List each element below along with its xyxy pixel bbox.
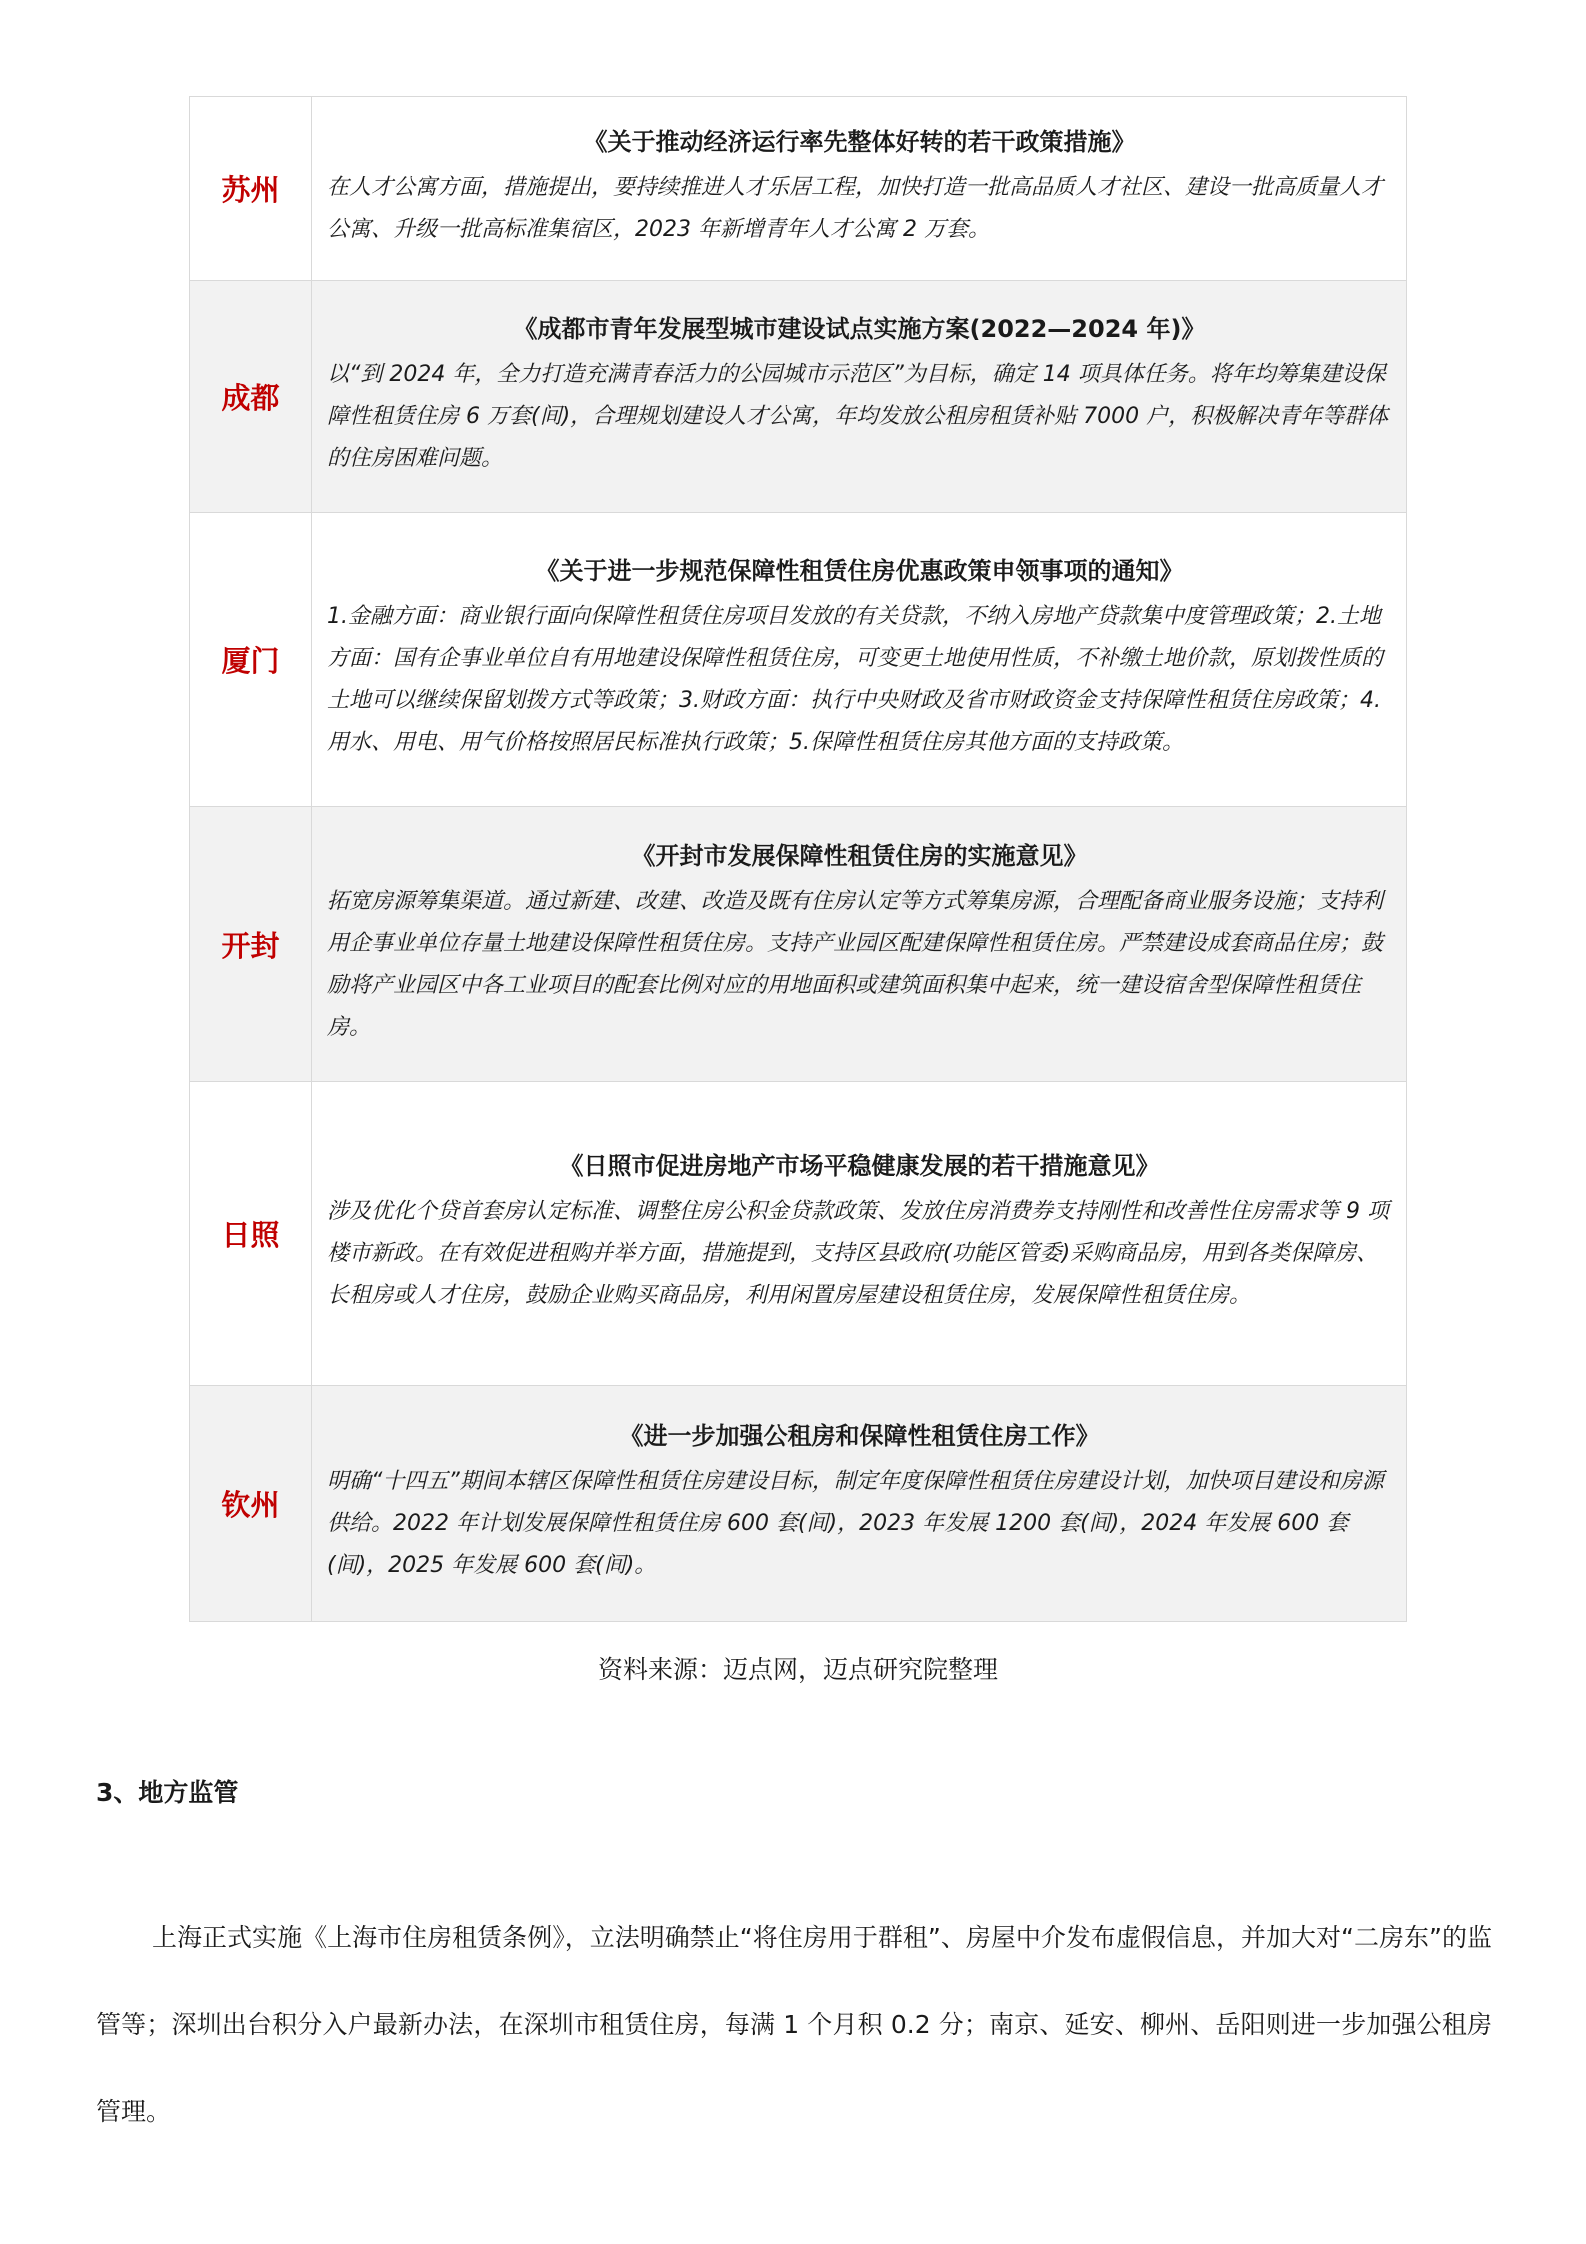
table-row <box>190 513 1407 807</box>
policy-description: 明确“十四五”期间本辖区保障性租赁住房建设目标，制定年度保障性租赁住房建设计划，加快项目建设和房源供给。2022 年计划发展保障性租赁住房 600 套(间)，2023 年发展 1200 套(间)，2024 年发展 600 套(间)，2025 年发展 600 套(间)。 <box>327 1469 1384 1578</box>
source-caption: 资料来源：迈点网，迈点研究院整理 <box>597 1655 998 1684</box>
policy-description: 以“到 2024 年，全力打造充满青春活力的公园城市示范区”为目标，确定 14 项具体任务。将年均筹集建设保障性租赁住房 6 万套(间)，合理规划建设人才公寓，年均发放公租房租赁补贴 7000 户，积极解决青年等群体的住房困难问题。 <box>327 362 1389 471</box>
city-rizhao: 日照 <box>190 1082 312 1386</box>
table-row <box>190 97 1407 281</box>
policy-description: 拓宽房源筹集渠道。通过新建、改建、改造及既有住房认定等方式筹集房源，合理配备商业服务设施；支持利用企事业单位存量土地建设保障性租赁住房。支持产业园区配建保障性租赁住房。严禁建设成套商品住房；鼓励将产业园区中各工业项目的配套比例对应的用地面积或建筑面积集中起来，统一建设宿舍型保障性租赁住房。 <box>327 888 1384 1040</box>
section-heading: 3、地方监管 <box>96 1778 239 1807</box>
policy-title: 《关于进一步规范保障性租赁住房优惠政策申领事项的通知》 <box>535 557 1184 585</box>
city-kaifeng: 开封 <box>190 807 312 1082</box>
policy-title: 《日照市促进房地产市场平稳健康发展的若干措施意见》 <box>559 1152 1160 1180</box>
policy-cell <box>312 97 1407 281</box>
policy-cell <box>312 513 1407 807</box>
table-row <box>190 281 1407 513</box>
table-row <box>190 807 1407 1082</box>
policy-cell <box>312 1386 1407 1622</box>
body-paragraph: 上海正式实施《上海市住房租赁条例》，立法明确禁止“将住房用于群租”、房屋中介发布虚假信息，并加大对“二房东”的监管等；深圳出台积分入户最新办法，在深圳市租赁住房，每满 1 个月积 0.2 分；南京、延安、柳州、岳阳则进一步加强公租房管理。 <box>96 1923 1492 2126</box>
policy-title: 《成都市青年发展型城市建设试点实施方案(2022—2024 年)》 <box>513 315 1206 343</box>
policy-table <box>189 96 1407 1622</box>
policy-title: 《关于推动经济运行率先整体好转的若干政策措施》 <box>583 128 1136 156</box>
city-xiamen: 厦门 <box>190 513 312 807</box>
policy-description: 在人才公寓方面，措施提出，要持续推进人才乐居工程，加快打造一批高品质人才社区、建设一批高质量人才公寓、升级一批高标准集宿区，2023 年新增青年人才公寓 2 万套。 <box>327 175 1384 242</box>
policy-title: 《开封市发展保障性租赁住房的实施意见》 <box>631 841 1088 870</box>
policy-cell <box>312 281 1407 513</box>
policy-description: 1.金融方面：商业银行面向保障性租赁住房项目发放的有关贷款，不纳入房地产贷款集中度管理政策；2.土地方面：国有企事业单位自有用地建设保障性租赁住房，可变更土地使用性质，不补缴土地价款，原划拨性质的土地可以继续保留划拨方式等政策；3.财政方面：执行中央财政及省市财政资金支持保障性租赁住房政策；4.用水、用电、用气价格按照居民标准执行政策；5.保障性租赁住房其他方面的支持政策。 <box>327 604 1384 755</box>
table-row <box>190 1082 1407 1386</box>
policy-description: 涉及优化个贷首套房认定标准、调整住房公积金贷款政策、发放住房消费券支持刚性和改善性住房需求等 9 项楼市新政。在有效促进租购并举方面，措施提到，支持区县政府(功能区管委)采购商品房，用到各类保障房、长租房或人才住房，鼓励企业购买商品房，利用闲置房屋建设租赁住房，发展保障性租赁住房。 <box>327 1199 1389 1308</box>
policy-title: 《进一步加强公租房和保障性租赁住房工作》 <box>619 1422 1100 1450</box>
table-row <box>190 1386 1407 1622</box>
city-chengdu: 成都 <box>190 281 312 513</box>
policy-cell <box>312 1082 1407 1386</box>
policy-cell <box>312 807 1407 1082</box>
city-suzhou: 苏州 <box>190 97 312 281</box>
city-qinzhou: 钦州 <box>190 1386 312 1622</box>
